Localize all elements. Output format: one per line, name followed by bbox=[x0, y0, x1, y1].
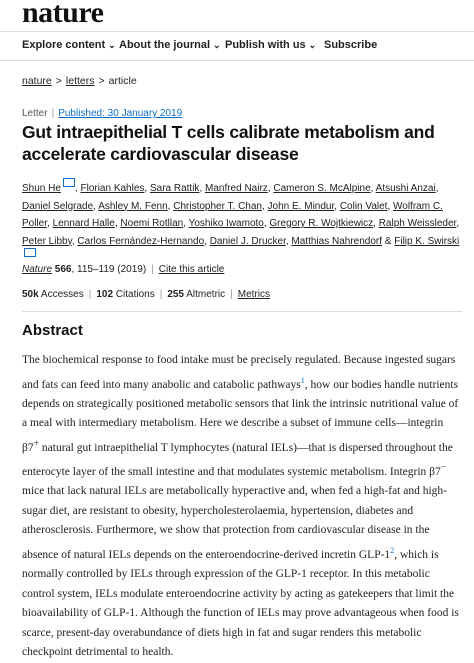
journal-pages: , 115–119 (2019) bbox=[71, 264, 147, 275]
journal-volume: 566 bbox=[54, 264, 72, 275]
nav-subscribe[interactable]: Subscribe bbox=[324, 39, 378, 51]
nav-explore-content[interactable] bbox=[22, 39, 116, 51]
author-list: Shun He , Florian Kahles, Sara Rattik, Manfred Nairz, Cameron S. McAlpine, Atsushi Anzai, Daniel Selgrade, Ashley M. Fenn, Christopher T. Chan, John E. Mindur, Colin Valet, Wolfram C. Poller, Lennard Halle, Noemi Rotllan, Yoshiko Iwamoto, Gregory R. Wojtkiewicz, Ralph Weissleder, Peter Libby, Carlos Fernández-Hernando, Daniel J. Drucker, Matthias Nahrendorf & Filip K. Swirski bbox=[22, 180, 462, 268]
author-link[interactable]: Sara Rattik bbox=[149, 183, 200, 194]
author-link[interactable]: Matthias Nahrendorf bbox=[291, 235, 383, 247]
author-link[interactable]: Manfred Nairz bbox=[205, 183, 268, 194]
chevron-down-icon: ⌄ bbox=[213, 40, 221, 50]
citations-label: Citations bbox=[115, 289, 155, 300]
citations-count: 102 bbox=[96, 289, 114, 300]
author-link[interactable]: Daniel J. Drucker bbox=[209, 235, 286, 247]
author-link[interactable]: Gregory R. Wojtkiewicz bbox=[269, 218, 374, 229]
nature-logo[interactable]: nature bbox=[22, 0, 104, 29]
author-link[interactable]: Colin Valet bbox=[339, 200, 388, 212]
author-link[interactable]: Christopher T. Chan bbox=[173, 200, 262, 212]
article-title: Gut intraepithelial T cells calibrate metabolism and accelerate cardiovascular disease bbox=[22, 122, 435, 164]
main-nav bbox=[0, 31, 474, 61]
breadcrumb-separator: > bbox=[55, 75, 62, 87]
author-link[interactable]: Ashley M. Fenn bbox=[98, 200, 168, 212]
superscript-minus: − bbox=[440, 462, 447, 474]
author-link[interactable]: Atsushi Anzai bbox=[375, 183, 436, 194]
accesses-label: Accesses bbox=[40, 289, 84, 300]
published-date-link[interactable]: Published: 30 January 2019 bbox=[58, 108, 183, 119]
nav-about-label: About the journal bbox=[119, 39, 211, 51]
header bbox=[0, 0, 474, 30]
breadcrumb bbox=[22, 75, 137, 87]
citation-line: Nature 566, 115–119 (2019) | Cite this article bbox=[22, 264, 225, 275]
reference-link[interactable]: 2 bbox=[390, 545, 395, 555]
author-link[interactable]: Peter Libby bbox=[22, 235, 72, 247]
article-metrics: 50k Accesses | 102 Citations | 255 Altmetric | Metrics bbox=[22, 289, 270, 300]
envelope-icon[interactable] bbox=[24, 248, 36, 257]
author-link[interactable]: Cameron S. McAlpine bbox=[273, 183, 371, 194]
breadcrumb-separator: > bbox=[98, 75, 105, 87]
chevron-down-icon: ⌄ bbox=[108, 40, 116, 50]
author-link[interactable]: Wolfram C. Poller bbox=[22, 200, 443, 229]
article-meta: Letter | Published: 30 January 2019 bbox=[22, 108, 183, 119]
author-link[interactable]: Florian Kahles bbox=[80, 183, 145, 194]
author-link[interactable]: Ralph Weissleder bbox=[378, 218, 457, 229]
section-divider bbox=[22, 311, 462, 312]
nav-about-journal[interactable] bbox=[119, 39, 221, 51]
author-link[interactable]: Noemi Rotllan bbox=[120, 218, 184, 229]
nav-explore-label: Explore content bbox=[22, 39, 106, 51]
author-link[interactable]: Yoshiko Iwamoto bbox=[188, 218, 264, 229]
abstract-paragraph: The biochemical response to food intake must be precisely regulated. Because ingested sugars and fats can feed into many anabolic and catabolic pathways$^1$, how our bodies handle nutrients depends on strategically positioned metabolic sensors that link the intrinsic nutritional value of a meal with intermediary metabolism. Here we describe a subset of immune cells—integrin β7+ natural gut intraepithelial T lymphocytes (natural IELs)—that is dispersed throughout the enterocyte layer of the small intestine and that modulates systemic metabolism. Integrin β7− mice that lack natural IELs are metabolically hyperactive and, when fed a high-fat and high-sugar diet, are resistant to obesity, hypercholesterolaemia, hypertension, diabetes and atherosclerosis. Furthermore, we show that protection from cardiovascular disease in the absence of natural IELs depends on the enteroendocrine-derived incretin GLP-$1^2$, which is normally controlled by IELs through expression of the GLP-1 receptor. In this metabolic control system, IELs modulate enteroendocrine activity by acting as gatekeepers that limit the bioavailability of GLP-1. Although the function of IELs may prove advantageous when food is scarce, present-day overabundance of diets high in fat and sugar renders this metabolic checkpoint detrimental to health. bbox=[22, 354, 459, 659]
author-link[interactable]: Carlos Fernández-Hernando bbox=[77, 235, 205, 247]
abstract-heading: Abstract bbox=[22, 322, 83, 339]
nav-publish-with-us[interactable] bbox=[225, 39, 316, 51]
altmetric-count: 255 bbox=[167, 289, 184, 300]
breadcrumb-nature[interactable]: nature bbox=[22, 75, 52, 87]
author-link[interactable]: Filip K. Swirski bbox=[394, 235, 460, 247]
author-link[interactable]: Daniel Selgrade bbox=[22, 200, 94, 212]
envelope-icon[interactable] bbox=[63, 178, 75, 187]
breadcrumb-letters[interactable]: letters bbox=[65, 75, 95, 87]
author-link[interactable]: John E. Mindur bbox=[267, 200, 335, 212]
journal-link[interactable]: Nature bbox=[22, 264, 53, 275]
metrics-link[interactable]: Metrics bbox=[237, 289, 270, 300]
accesses-count: 50k bbox=[22, 289, 39, 300]
chevron-down-icon: ⌄ bbox=[308, 40, 317, 50]
altmetric-label: Altmetric bbox=[186, 289, 226, 300]
authors-and: & bbox=[384, 235, 392, 247]
superscript-plus: + bbox=[33, 437, 40, 449]
reference-link[interactable]: 1 bbox=[300, 375, 305, 385]
nav-publish-label: Publish with us bbox=[225, 39, 306, 51]
breadcrumb-article: article bbox=[108, 75, 137, 87]
article-type: Letter bbox=[22, 108, 48, 119]
cite-this-article-link[interactable]: Cite this article bbox=[158, 264, 225, 275]
author-link[interactable]: Lennard Halle bbox=[52, 218, 115, 229]
author-link[interactable]: Shun He bbox=[22, 183, 61, 194]
abstract-body bbox=[22, 351, 462, 663]
